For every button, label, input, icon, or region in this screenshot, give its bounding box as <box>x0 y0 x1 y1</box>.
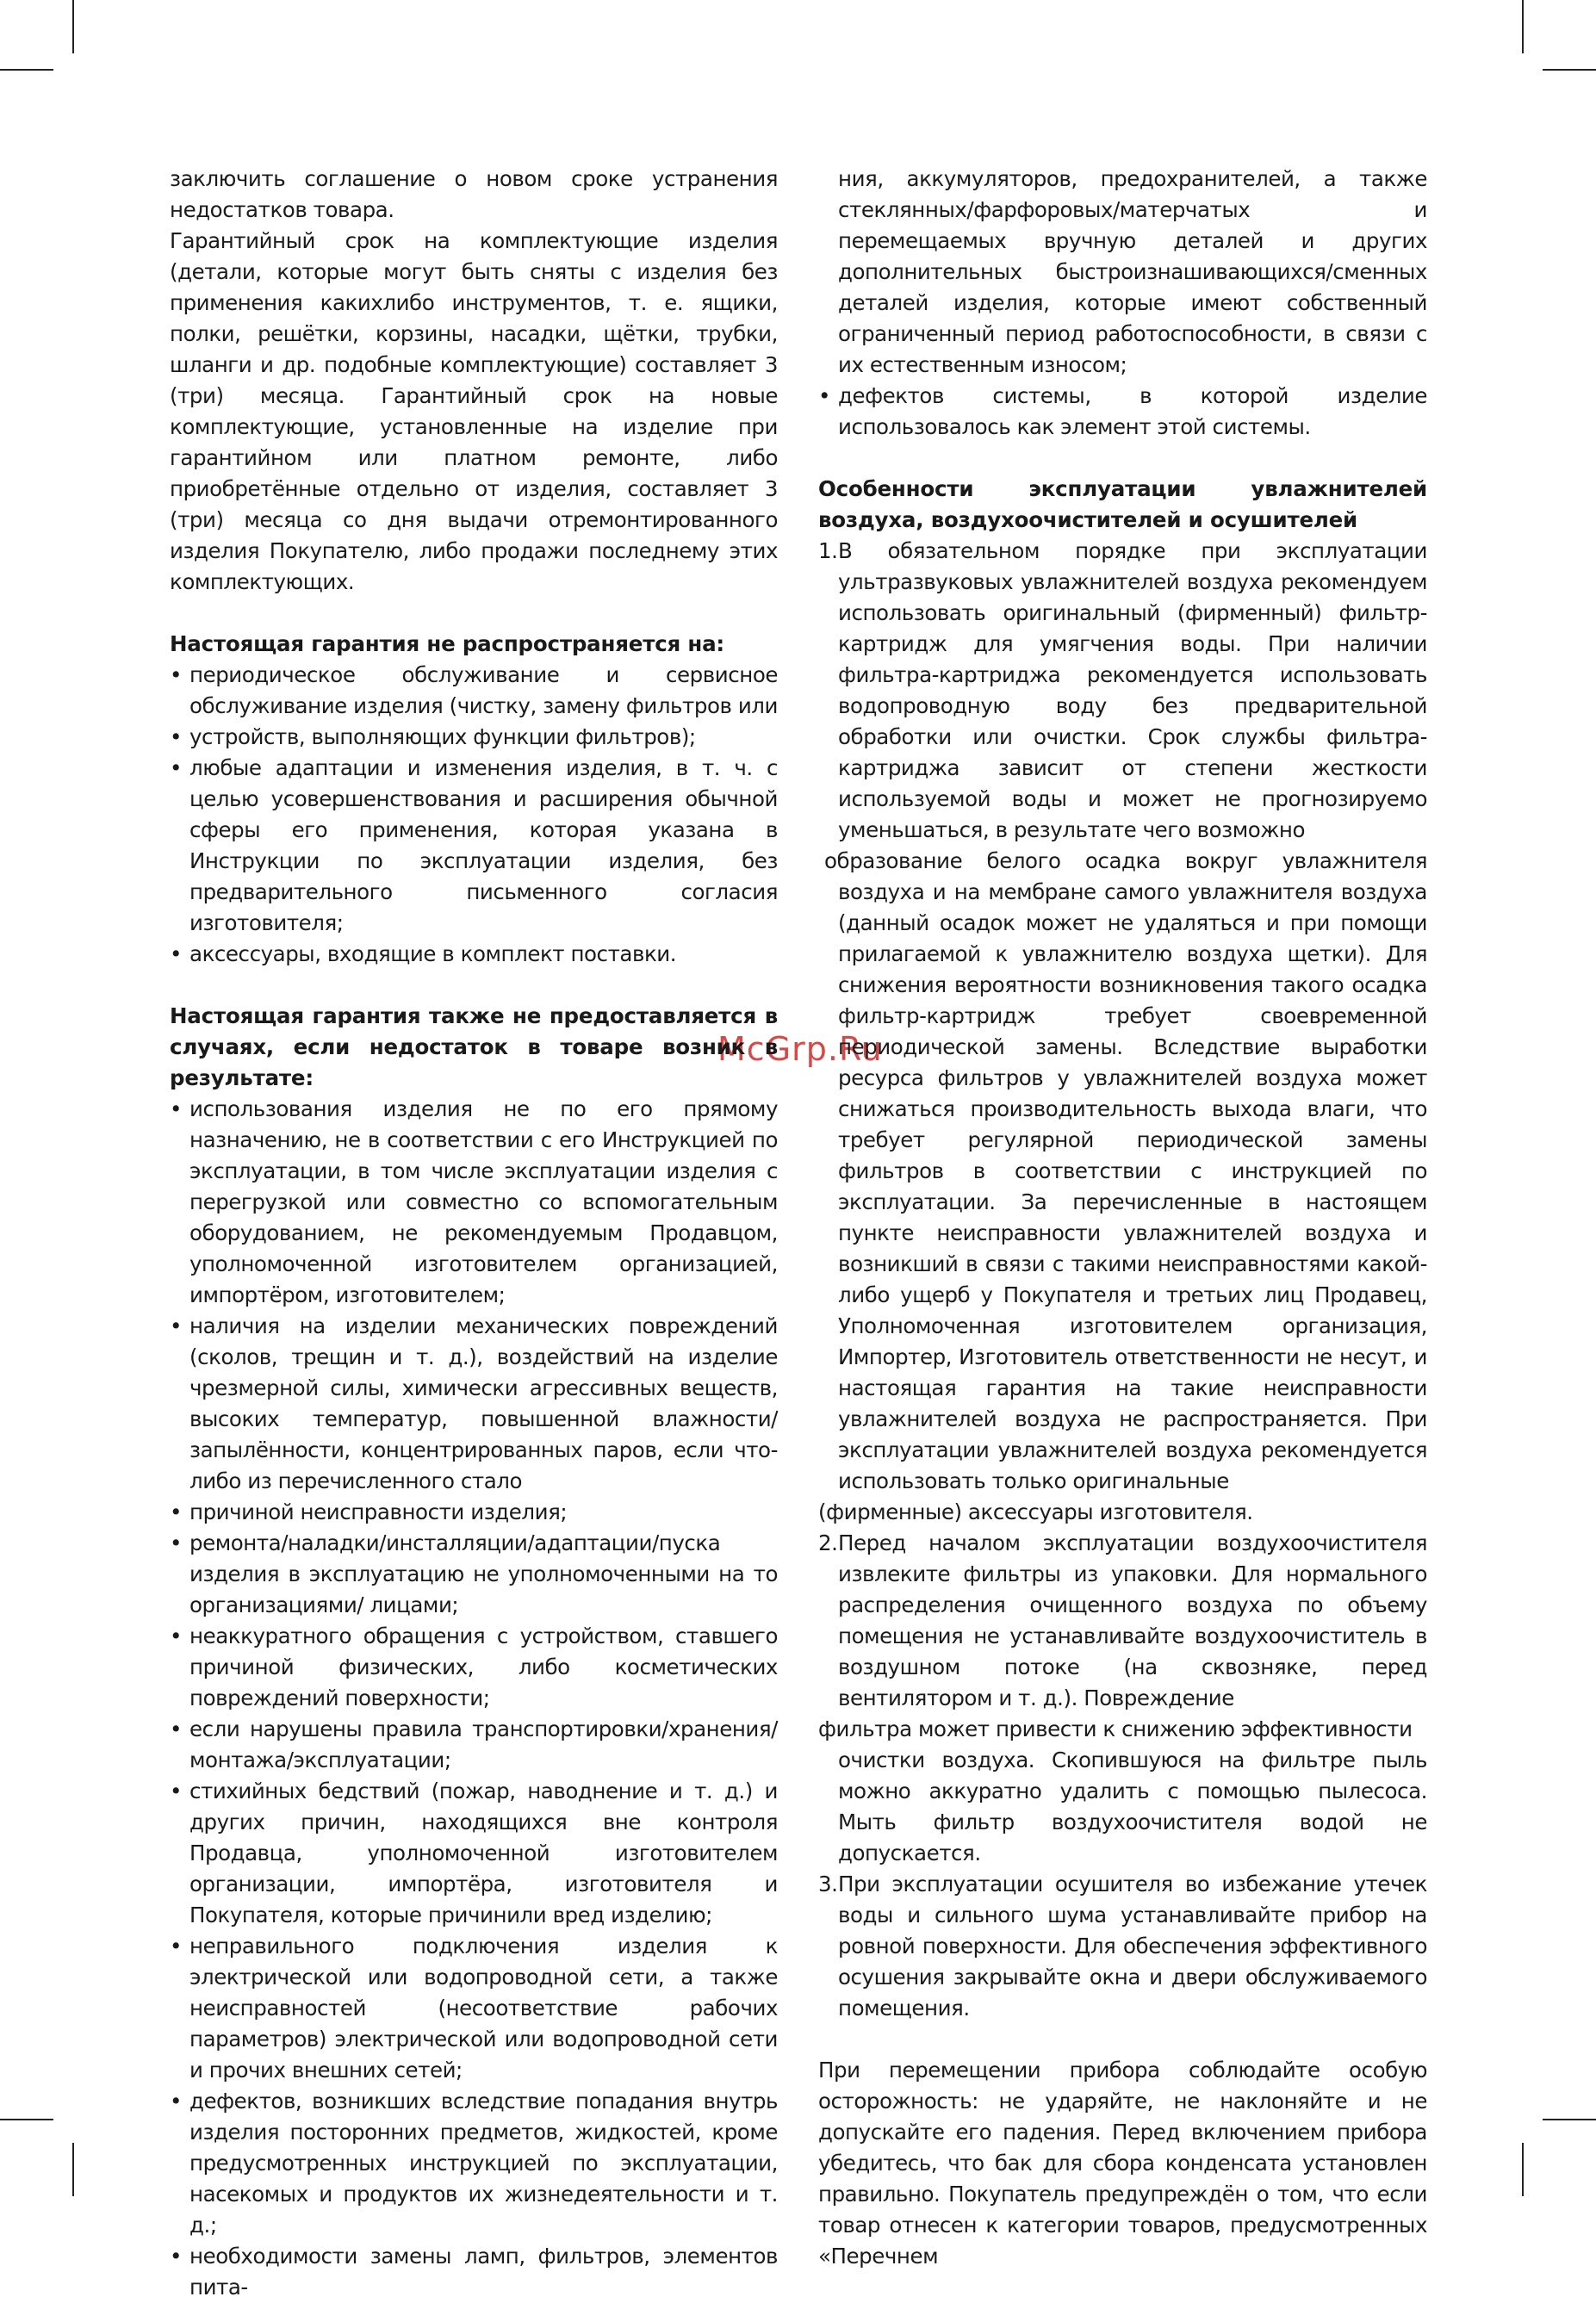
numbered-list <box>818 536 1427 846</box>
paragraph: фильтра может привести к снижению эффективности <box>818 1716 1413 1741</box>
crop-mark <box>0 2119 53 2120</box>
list-item <box>818 536 1427 846</box>
list-item: • ремонта/наладки/инсталляции/адаптации/пуска изделия в эксплуатацию не уполномоченными на то организациями/ лицами; <box>170 1528 778 1621</box>
list-item: • неправильного подключения изделия к электрической или водопроводной сети, а также неисправностей (несоответствие рабочих параметров) электрической или водопроводной сети и прочих внешних сетей; <box>170 1931 778 2086</box>
list-item: • любые адаптации и изменения изделия, в т. ч. с целью усовершенствования и расширения обычной сферы его применения, которая указана в Инструкции по эксплуатации изделия, без предварительного письменного согласия изготовителя; <box>170 753 778 939</box>
list-item: • стихийных бедствий (пожар, наводнение и т. д.) и других причин, находящихся вне контроля Продавца, уполномоченной изготовителем организации, импортёра, изготовителя и Покупателя, которые причинили вред изделию; <box>170 1776 778 1931</box>
crop-mark <box>72 2143 74 2196</box>
paragraph: (фирменные) аксессуары изготовителя. <box>818 1499 1253 1524</box>
crop-mark <box>1543 2119 1596 2120</box>
bullet-list <box>170 660 778 970</box>
list-item: • если нарушены правила транспортировки/хранения/ монтажа/эксплуатации; <box>170 1714 778 1776</box>
list-item: • неаккуратного обращения с устройством, ставшего причиной физических, либо косметических повреждений поверхности; <box>170 1621 778 1714</box>
list-item: • аксессуары, входящие в комплект поставки. <box>170 939 778 970</box>
list-item: • устройств, выполняющих функции фильтров); <box>170 722 778 753</box>
paragraph: Гарантийный срок на комплектующие изделия (детали, которые могут быть сняты с изделия без применения какихлибо инструментов, т. е. ящики, полки, решётки, корзины, насадки, щётки, трубки, шланги и др. подобные комплектующие) составляет 3 (три) месяца. Гарантийный срок на новые комплектующие, установленные на изделие при гарантийном или платном ремонте, либо приобретённые отдельно от изделия, составляет 3 (три) месяца со дня выдачи отремонтированного изделия Покупателю, либо продажи последнему этих комплектующих. <box>170 228 778 594</box>
numbered-list <box>818 1869 1427 2024</box>
list-item: • использования изделия не по его прямому назначению, не в соответствии с его Инструкцией по эксплуатации, в том числе эксплуатации изделия с перегрузкой или совместно со вспомогательным оборудованием, не рекомендуемым Продавцом, уполномоченной изготовителем организацией, импортёром, изготовителем; <box>170 1094 778 1311</box>
list-item <box>818 1869 1427 2024</box>
section-heading: Особенности эксплуатации увлажнителей воздуха, воздухоочистителей и осушителей <box>818 476 1427 532</box>
list-item: • дефектов системы, в которой изделие использовалось как элемент этой системы. <box>818 381 1427 443</box>
paragraph: образование белого осадка вокруг увлажнителя воздуха и на мембране самого увлажнителя воздуха (данный осадок может не удаляться и при помощи прилагаемой к увлажнителю воздуха щетки). Для снижения вероятности возникновения такого осадка фильтр-картридж требует своевременной периодической замены. Вследствие выработки ресурса фильтров у увлажнителей воздуха может снижаться производительность выхода влаги, что требует регулярной периодической замены фильтров в соответствии с инструкцией по эксплуатации. За перечисленные в настоящем пункте неисправности увлажнителей воздуха и возникший в связи с такими неисправностями какой-либо ущерб у Покупателя и третьих лиц Продавец, Уполномоченная изготовителем организация, Импортер, Изготовитель ответственности не несут, и настоящая гарантия на такие неисправности увлажнителей воздуха не распространяется. При эксплуатации увлажнителей воздуха рекомендуется использовать только оригинальные <box>824 848 1427 1493</box>
paragraph: ния, аккумуляторов, предохранителей, а также стеклянных/фарфоровых/матерчатых и перемещаемых вручную деталей и других дополнительных быстроизнашивающихся/сменных деталей изделия, которые имеют собственный ограниченный период работоспособности, в связи с их естественным износом; <box>838 166 1427 377</box>
item-number: 2. <box>818 1530 838 1555</box>
right-column <box>818 164 1427 2272</box>
paragraph: При перемещении прибора соблюдайте особую осторожность: не ударяйте, не наклоняйте и не допускайте его падения. Перед включением прибора убедитесь, что бак для сбора конденсата установлен правильно. Покупатель предупреждён о том, что если товар отнесен к категории товаров, предусмотренных «Перечнем <box>818 2058 1427 2269</box>
item-text: При эксплуатации осушителя во избежание утечек воды и сильного шума устанавливайте прибор на ровной поверхности. Для обеспечения эффективного осушения закрывайте окна и двери обслуживаемого помещения. <box>838 1872 1427 2021</box>
section-heading: Настоящая гарантия не распространяется на: <box>170 631 725 656</box>
paragraph: заключить соглашение о новом сроке устранения недостатков товара. <box>170 166 778 222</box>
numbered-list <box>818 1528 1427 1714</box>
left-column <box>170 164 778 2303</box>
item-text: Перед началом эксплуатации воздухоочистителя извлеките фильтры из упаковки. Для нормального распределения очищенного воздуха по объему помещения не устанавливайте воздухоочиститель в воздушном потоке (на сквозняке, перед вентилятором и т. д.). Повреждение <box>838 1530 1427 1710</box>
crop-mark <box>1522 2143 1524 2196</box>
bullet-list <box>818 381 1427 443</box>
crop-mark <box>0 69 53 71</box>
section-heading: Настоящая гарантия также не предоставляется в случаях, если недостаток в товаре возник в результате: <box>170 1003 778 1090</box>
crop-mark <box>72 0 74 53</box>
crop-mark <box>1522 0 1524 53</box>
list-item: • дефектов, возникших вследствие попадания внутрь изделия посторонних предметов, жидкостей, кроме предусмотренных инструкцией по эксплуатации, насекомых и продуктов их жизнедеятельности и т. д.; <box>170 2086 778 2241</box>
list-item: • причиной неисправности изделия; <box>170 1497 778 1528</box>
item-number: 1. <box>818 538 838 563</box>
item-text: В обязательном порядке при эксплуатации ультразвуковых увлажнителей воздуха рекомендуем использовать оригинальный (фирменный) фильтр-картридж для умягчения воды. При наличии фильтра-картриджа рекомендуется использовать водопроводную воду без предварительной обработки или очистки. Срок службы фильтра-картриджа зависит от степени жесткости используемой воды и может не прогнозируемо уменьшаться, в результате чего возможно <box>838 538 1427 842</box>
list-item: • наличия на изделии механических повреждений (сколов, трещин и т. д.), воздействий на изделие чрезмерной силы, химически агрессивных веществ, высоких температур, повышенной влажности/запылённости, концентрированных паров, если что-либо из перечисленного стало <box>170 1311 778 1497</box>
list-item: • необходимости замены ламп, фильтров, элементов пита- <box>170 2241 778 2303</box>
list-item: • периодическое обслуживание и сервисное обслуживание изделия (чистку, замену фильтров или <box>170 660 778 722</box>
crop-mark <box>1543 69 1596 71</box>
item-number: 3. <box>818 1872 838 1896</box>
bullet-list <box>170 1094 778 2303</box>
paragraph: очистки воздуха. Скопившуюся на фильтре пыль можно аккуратно удалить с помощью пылесоса. Мыть фильтр воздухоочистителя водой не допускается. <box>838 1747 1427 1865</box>
watermark: McGrp.Ru <box>717 1030 883 1068</box>
list-item <box>818 1528 1427 1714</box>
